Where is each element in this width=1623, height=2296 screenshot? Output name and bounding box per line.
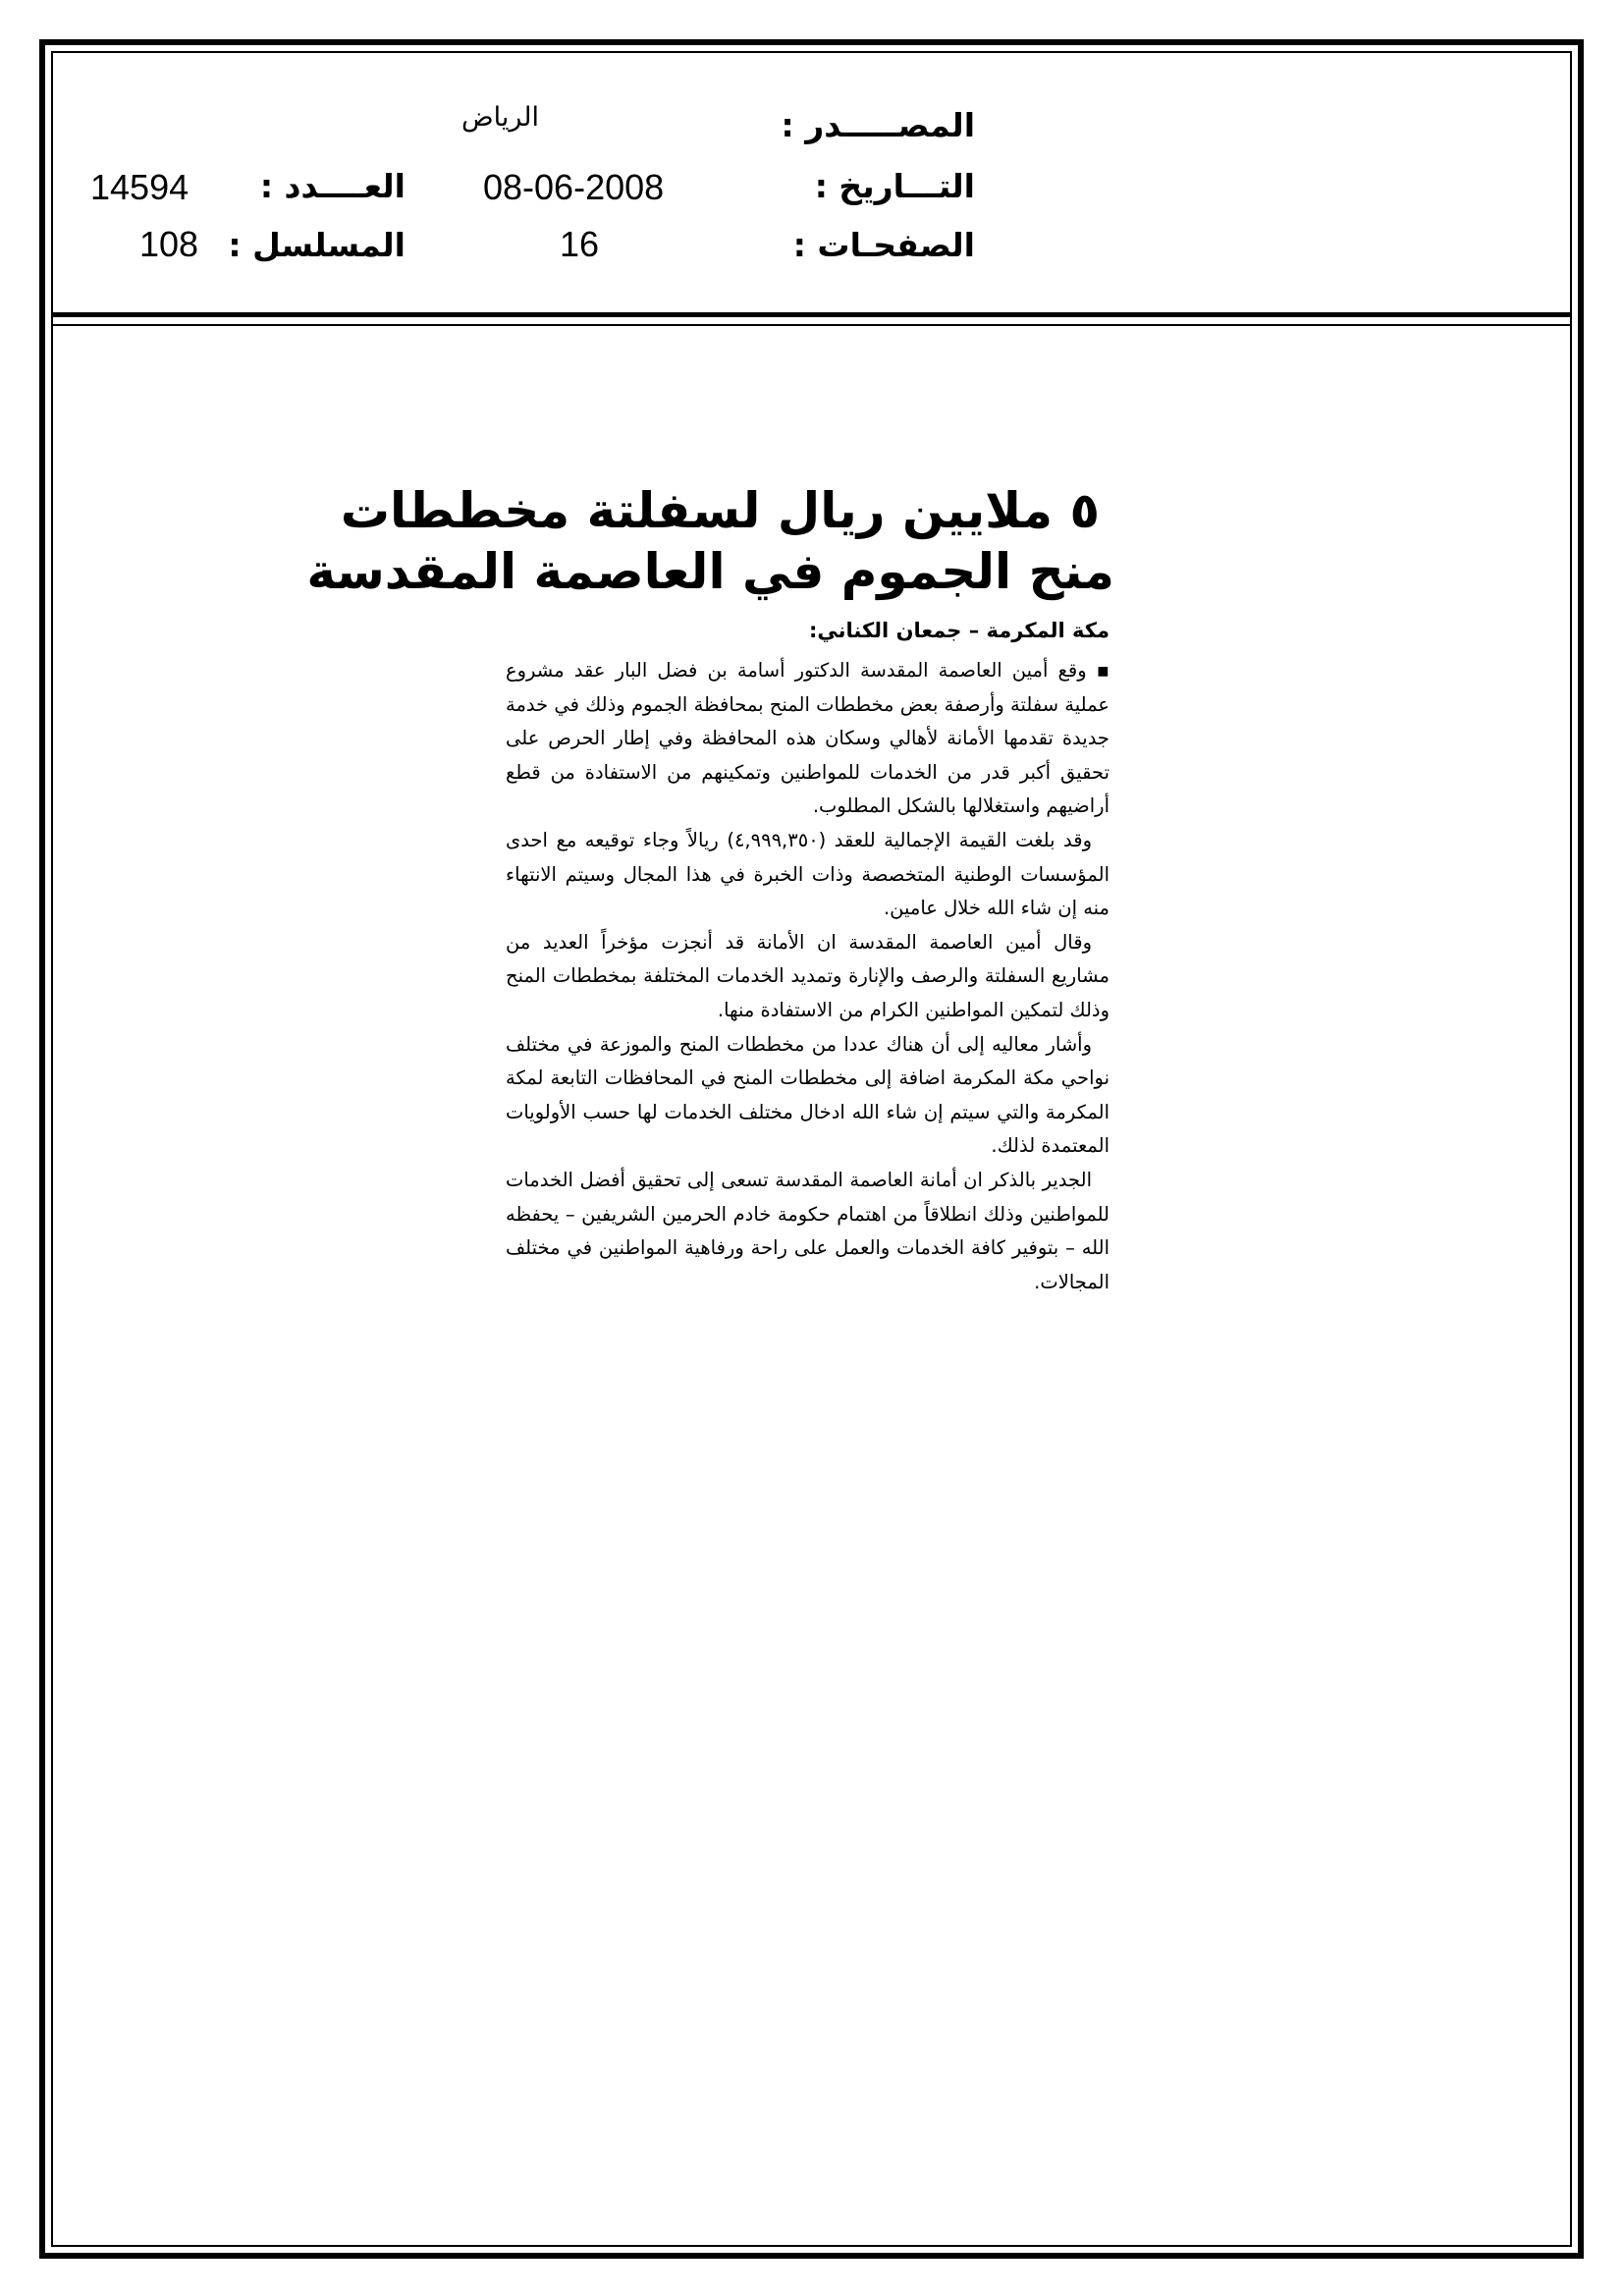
serial-label: المسلسل : — [228, 226, 406, 264]
source-label: المصـــــدر : — [781, 106, 975, 144]
newspaper-clipping — [306, 471, 1119, 1336]
date-label: التـــاريخ : — [814, 167, 975, 205]
pages-value: 16 — [560, 224, 600, 264]
article-paragraph: وقد بلغت القيمة الإجمالية للعقد (٤,٩٩٩,٣٥٠) ريالاً وجاء توقيعه مع احدى المؤسسات الوطنية المتخصصة وذات الخبرة في هذا المجال وسيتم الانتهاء منه إن شاء الله خلال عامين. — [506, 828, 1109, 920]
source-value: الرياض — [461, 102, 540, 133]
article-paragraph: وأشار معاليه إلى أن هناك عددا من مخططات المنح والموزعة في مختلف نواحي مكة المكرمة اضافة إلى مخططات المنح في المحافظات التابعة لمكة المكرمة والتي سيتم إن شاء الله ادخال مختلف الخدمات لها حسب الأولويات المعتمدة لذلك. — [506, 1032, 1109, 1158]
issue-value: 14594 — [90, 167, 189, 207]
header-divider-thick — [51, 312, 1572, 317]
headline-line-1: ٥ ملايين ريال لسفلتة مخططات — [340, 482, 1100, 539]
date-value: 08-06-2008 — [483, 167, 665, 207]
issue-label: العــــدد : — [259, 167, 406, 205]
serial-value: 108 — [139, 224, 199, 264]
article-paragraph: ▪ وقع أمين العاصمة المقدسة الدكتور أسامة بن فضل البار عقد مشروع عملية سفلتة وأرصفة بعض مخططات المنح بمحافظة الجموم وذلك في خدمة جديدة تقدمها الأمانة لأهالي وسكان هذه المحافظة وفي إطار الحرص على تحقيق أكبر قدر من الخدمات للمواطنين وتمكينهم من الاستفادة من قطع أراضيهم واستغلالها بالشكل المطلوب. — [506, 659, 1109, 818]
article-paragraph: وقال أمين العاصمة المقدسة ان الأمانة قد أنجزت مؤخراً العديد من مشاريع السفلتة والرصف والإنارة وتمديد الخدمات المختلفة بمخططات المنح وذلك لتمكين المواطنين الكرام من الاستفادة منها. — [506, 930, 1109, 1021]
article-body — [506, 654, 1109, 1299]
pages-label: الصفحـات : — [792, 226, 975, 264]
header-divider-thin — [51, 324, 1572, 326]
article-byline: مكة المكرمة – جمعان الكناني: — [808, 619, 1109, 642]
article-paragraph: الجدير بالذكر ان أمانة العاصمة المقدسة تسعى إلى تحقيق أفضل الخدمات للمواطنين وذلك انطلاقاً من اهتمام حكومة خادم الحرمين الشريفين – يحفظه الله – بتوفير كافة الخدمات والعمل على راحة ورفاهية المواطنين في مختلف المجالات. — [506, 1168, 1109, 1293]
headline-line-2: منح الجموم في العاصمة المقدسة — [306, 543, 1114, 600]
